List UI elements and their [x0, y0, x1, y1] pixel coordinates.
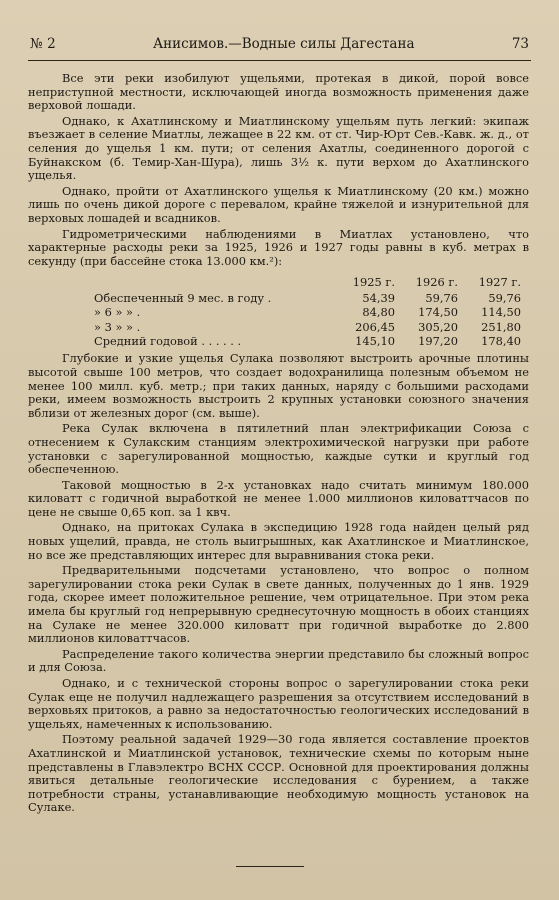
table-row [28, 291, 529, 305]
paragraph: Распределение такого количества энергии представило бы сложный вопрос и для Союза. [28, 646, 529, 675]
cell-1927: 59,76 [488, 290, 521, 305]
row-label: Средний годовой . . . . . . [94, 333, 242, 348]
closing-rule [236, 866, 304, 867]
table-row [28, 305, 529, 319]
paragraph: Гидрометрическими наблюдениями в Миатлах установлено, что характерные расходы реки за 1925, 1926 и 1927 годы равны в куб. метрах в секунду (при бассейне стока 13.000 км.²): [28, 226, 529, 268]
paragraph: Все эти реки изобилуют ущельями, протекая в дикой, порой вовсе неприступной местности, исключающей иногда возможность применения даже верховой лошади. [28, 71, 529, 113]
year-header: 1925 г. [352, 275, 395, 290]
cell-1925: 145,10 [355, 333, 395, 348]
paragraph: Однако, и с технической стороны вопрос о зарегулировании стока реки Сулак еще не получил надлежащего разрешения за отсутствием исследований в верховьях притоков, а равно за недостаточностью геологических исследований в ущельях, намеченных к использованию. [28, 676, 529, 731]
row-label: Обеспеченный 9 мес. в году . [94, 290, 272, 305]
paragraph: Однако, к Ахатлинскому и Миатлинскому ущельям путь легкий: экипаж въезжает в селение Миатлы, лежащее в 22 км. от ст. Чир-Юрт Сев.-Кавк. ж. д., от селения до ущелья 1 км. пути; от селения Ахатлы, соединенного дорогой с Буйнакском (б. Темир-Хан-Шура), лишь 3½ к. пути верхом до Ахатлинского ущелья. [28, 113, 529, 183]
discharge-table [28, 274, 529, 348]
paragraph: Глубокие и узкие ущелья Сулака позволяют выстроить арочные плотины высотой свыше 100 метров, что создает водохранилища полезным объемом не менее 100 милл. куб. метр.; при таких данных, наряду с большими расходами реки, имеем возможность выстроить 2 крупных установки союзного значения вблизи от железных дорог (см. выше). [28, 351, 529, 420]
cell-1925: 84,80 [362, 305, 395, 320]
year-header: 1926 г. [415, 275, 458, 290]
cell-1927: 114,50 [481, 305, 521, 320]
cell-1926: 197,20 [418, 333, 458, 348]
table-row [28, 320, 529, 334]
row-label: » 6 » » . [94, 305, 141, 320]
cell-1926: 59,76 [425, 290, 458, 305]
cell-1925: 54,39 [362, 290, 395, 305]
cell-1926: 174,50 [418, 305, 458, 320]
paragraph: Поэтому реальной задачей 1929—30 года является составление проектов Ахатлинской и Миатлинской установок, технические схемы по которым ныне представлены в Главэлектро ВСНХ СССР. Основной для проектирования должны явиться детальные геологические исследования с бурением, а также потребности страны, устанавливающие необходимую мощность установок на Сулаке. [28, 732, 529, 815]
cell-1926: 305,20 [418, 319, 458, 334]
running-title: Анисимов.—Водные силы Дагестана [152, 36, 415, 52]
paragraph: Река Сулак включена в пятилетний план электрификации Союза с отнесением к Сулакским станциям электрохимической нагрузки при работе установки с зарегулированной мощностью, каждые сутки и круглый год обеспеченною. [28, 421, 529, 477]
paragraph: Однако, на притоках Сулака в экспедицию 1928 года найден целый ряд новых ущелий, правда, не столь выигрышных, как Ахатлинское и Миатлинское, но все же представляющих интерес для выравнивания стока реки. [28, 520, 529, 562]
body-text [28, 72, 529, 817]
page-number: 73 [511, 36, 529, 52]
running-header [30, 36, 529, 58]
paragraph: Предварительными подсчетами установлено, что вопрос о полном зарегулировании стока реки Сулак в свете данных, полученных до 1 янв. 1929 года, скорее имеет положительное решение, чем отрицательное. При этом река имела бы круглый год непрерывную среднесуточную мощность в обоих станциях на Сулаке не менее 320.000 киловатт при годичной выработке до 2.800 миллионов киловаттчасов. [28, 563, 529, 646]
header-rule [28, 60, 531, 61]
cell-1925: 206,45 [355, 319, 395, 334]
issue-number: № 2 [30, 36, 56, 52]
cell-1927: 251,80 [481, 319, 521, 334]
table-row [28, 334, 529, 348]
year-header: 1927 г. [478, 275, 521, 290]
paragraph: Однако, пройти от Ахатлинского ущелья к Миатлинскому (20 км.) можно лишь по очень дикой дороге с перевалом, крайне тяжелой и изнурительной для верховых лошадей и всадников. [28, 183, 529, 225]
paragraph: Таковой мощностью в 2-х установках надо считать минимум 180.000 киловатт с годичной выработкой не менее 1.000 миллионов киловаттчасов по цене не свыше 0,65 коп. за 1 квч. [28, 477, 529, 519]
cell-1927: 178,40 [481, 333, 521, 348]
table-header-row [28, 274, 529, 290]
row-label: » 3 » » . [94, 319, 141, 334]
